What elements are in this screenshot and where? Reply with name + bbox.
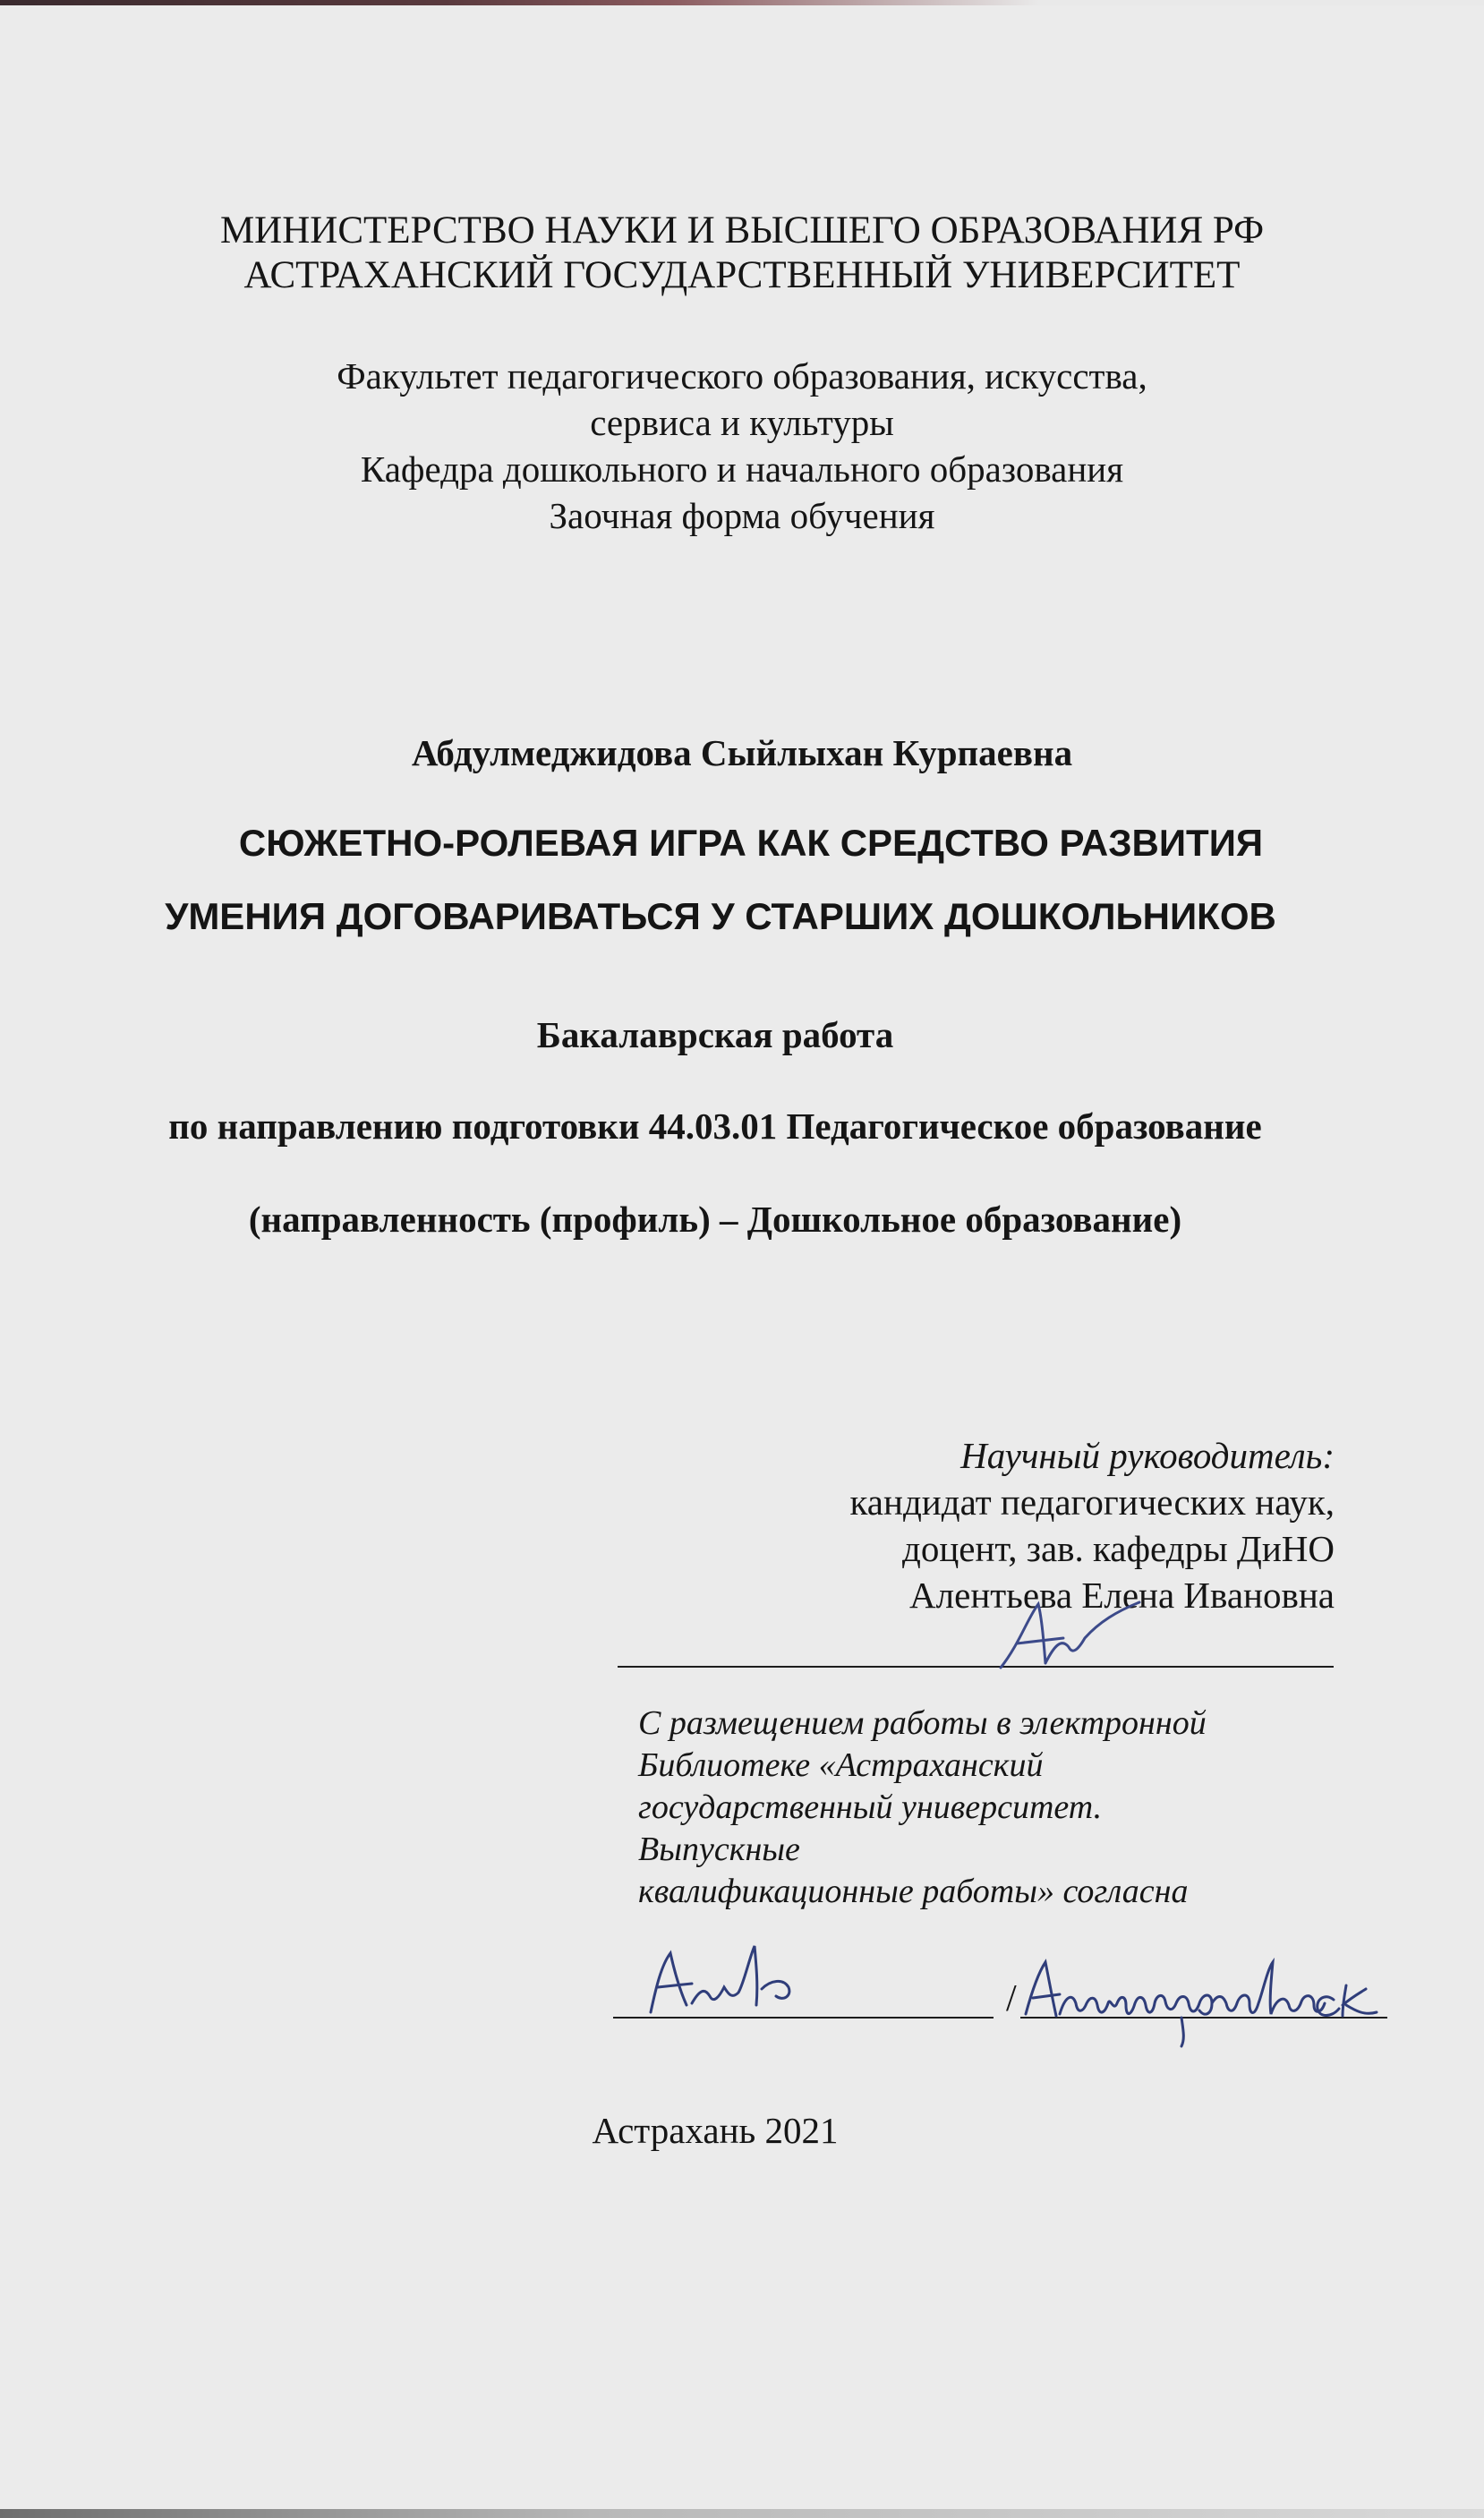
department-line: Кафедра дошкольного и начального образования (360, 448, 1124, 490)
study-direction: по направлению подготовки 44.03.01 Педагогическое образование (168, 1105, 1262, 1147)
scan-top-edge (0, 0, 1484, 5)
supervisor-position: доцент, зав. кафедры ДиНО (901, 1528, 1335, 1569)
author-name: Абдулмеджидова Сыйлыхан Курпаевна (411, 732, 1073, 773)
consent-line-4: Выпускные (638, 1831, 800, 1868)
thesis-title-line-2: УМЕНИЯ ДОГОВАРИВАТЬСЯ У СТАРШИХ ДОШКОЛЬНИКОВ (165, 895, 1276, 937)
student-handwritten-name (1020, 1950, 1387, 2048)
faculty-line-2: сервиса и культуры (590, 402, 894, 443)
supervisor-name: Алентьева Елена Ивановна (909, 1575, 1335, 1616)
supervisor-signature (992, 1592, 1144, 1681)
scan-bottom-edge (0, 2509, 1484, 2518)
city-year: Астрахань 2021 (592, 2110, 839, 2151)
work-type: Бакалаврская работа (536, 1014, 894, 1055)
supervisor-degree: кандидат педагогических наук, (849, 1481, 1335, 1523)
consent-line-2: Библиотеке «Астраханский (638, 1746, 1044, 1784)
thesis-title-line-1: СЮЖЕТНО-РОЛЕВАЯ ИГРА КАК СРЕДСТВО РАЗВИТИЯ (238, 822, 1264, 864)
study-profile: (направленность (профиль) – Дошкольное образование) (248, 1199, 1182, 1240)
ministry-line: МИНИСТЕРСТВО НАУКИ И ВЫСШЕГО ОБРАЗОВАНИЯ РФ (219, 209, 1265, 252)
consent-line-5: квалификационные работы» согласна (638, 1873, 1189, 1910)
consent-line-1: С размещением работы в электронной (638, 1704, 1207, 1742)
study-form-line: Заочная форма обучения (549, 495, 935, 536)
supervisor-caption: Научный руководитель: (960, 1435, 1335, 1476)
university-line: АСТРАХАНСКИЙ ГОСУДАРСТВЕННЫЙ УНИВЕРСИТЕТ (243, 254, 1241, 296)
signature-separator: / (1006, 1978, 1017, 2019)
consent-line-3: государственный университет. (638, 1788, 1103, 1826)
student-signature (640, 1933, 832, 2023)
faculty-line-1: Факультет педагогического образования, искусства, (337, 355, 1147, 397)
supervisor-signature-line (618, 1666, 1334, 1668)
